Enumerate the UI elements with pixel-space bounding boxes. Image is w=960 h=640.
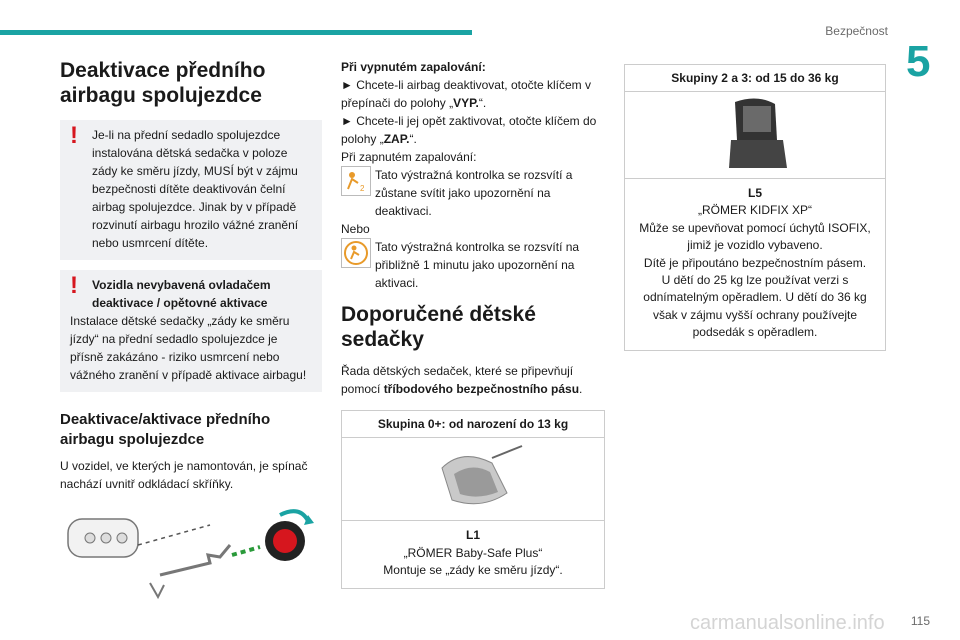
section-title-seats: Doporučené dětské sedačky <box>341 303 536 352</box>
lamp-2-text: Tato výstražná kontrolka se rozsvítí na přibližně 1 minutu jako upozornění na aktivaci. <box>375 240 580 290</box>
subheading: Deaktivace/aktivace předního airbagu spolujezdce <box>60 411 271 448</box>
instruction-activate <box>341 112 605 148</box>
seat-code: L1 <box>465 528 480 543</box>
seat-desc-2: Dítě je připoutáno bezpečnostním pásem. <box>643 255 867 270</box>
seats-intro <box>341 362 605 398</box>
warning-text: Instalace dětské sedačky „zády ke směru jízdy“ na přední sedadlo spolujezdce je přísně zakázáno - riziko usmrcení nebo vážného zranění v případě aktivace airbagu! <box>70 314 307 383</box>
column-2 <box>341 58 605 589</box>
column-3 <box>624 64 886 351</box>
seat-desc: Může se upevňovat pomocí úchytů ISOFIX, jimiž je vozidlo vybaveno. <box>639 220 871 253</box>
instruction-text: ► Chcete-li airbag deaktivovat, otočte klíčem v přepínači do polohy „ <box>341 78 591 110</box>
intro-text: Řada dětských sedaček, které se připevňují pomocí <box>341 364 574 397</box>
chapter-number: 5 <box>906 37 931 86</box>
warning-icon: ! <box>70 272 78 300</box>
column-1 <box>60 58 322 606</box>
instruction-text: “. <box>409 132 417 146</box>
seat-table-group0 <box>341 410 605 588</box>
warning-title: Vozidla nevybavená ovladačem deaktivace / opětovné aktivace <box>92 278 271 311</box>
seat-code: L5 <box>747 186 762 200</box>
lamp-row-2 <box>341 238 605 292</box>
watermark: carmanualsonline.info <box>690 612 885 634</box>
body-text: U vozidel, ve kterých je namontován, je spínač nachází uvnitř odkládací skříňky. <box>60 459 308 492</box>
instruction-text: ► Chcete-li jej opět zaktivovat, otočte klíčem do polohy „ <box>341 114 597 146</box>
intro-bold: tříbodového bezpečnostního pásu <box>383 382 580 397</box>
warning-box-2 <box>60 270 322 392</box>
ignition-off-label: Při vypnutém zapalování: <box>341 60 486 74</box>
seat-table-group23 <box>624 64 886 351</box>
page-number: 115 <box>910 614 930 628</box>
booster-seat-image <box>625 92 885 179</box>
table-header: Skupina 0+: od narození do 13 kg <box>342 411 604 438</box>
seat-desc-3: U dětí do 25 kg lze používat verzi s odnímatelným opěradlem. U dětí do 36 kg však v zájmu vyšší ochrany používejte podsedák s opěradlem. <box>643 272 867 340</box>
seat-name: „RÖMER Baby-Safe Plus“ <box>403 545 543 560</box>
airbag-on-warning-icon <box>341 238 371 268</box>
instruction-deactivate <box>341 76 605 112</box>
ignition-on-label: Při zapnutém zapalování: <box>341 150 477 164</box>
header-bar <box>0 30 472 35</box>
section-title: Bezpečnost <box>825 24 888 38</box>
key-switch-illustration <box>60 505 322 601</box>
seat-desc: Montuje se „zády ke směru jízdy“. <box>383 563 563 578</box>
or-label: Nebo <box>341 222 370 236</box>
warning-icon: ! <box>70 122 78 150</box>
baby-seat-image <box>342 438 604 521</box>
table-body <box>342 521 604 587</box>
lamp-row-1 <box>341 166 605 220</box>
airbag-off-warning-icon <box>341 166 371 196</box>
lamp-1-text: Tato výstražná kontrolka se rozsvítí a zůstane svítit jako upozornění na deaktivaci. <box>375 168 573 218</box>
table-body <box>625 179 885 350</box>
position-off: VYP. <box>453 96 479 110</box>
svg-text:2: 2 <box>360 184 365 193</box>
table-header: Skupiny 2 a 3: od 15 do 36 kg <box>625 65 885 92</box>
warning-box-1 <box>60 120 322 260</box>
position-on: ZAP. <box>383 132 410 146</box>
warning-text: Je-li na přední sedadlo spolujezdce instalována dětská sedačka v poloze zády ke směru jízdy, MUSÍ být v zájmu bezpečnosti dítěte deaktivován čelní airbag spolujezdce. Jinak by v případě rozvinutí airbagu hrozilo vážné zranění nebo usmrcení dítěte. <box>92 128 299 251</box>
page-title: Deaktivace předního airbagu spolujezdce <box>60 59 266 108</box>
seat-name: „RÖMER KIDFIX XP“ <box>697 203 812 218</box>
intro-text: . <box>579 382 583 397</box>
instruction-text: “. <box>478 96 487 110</box>
